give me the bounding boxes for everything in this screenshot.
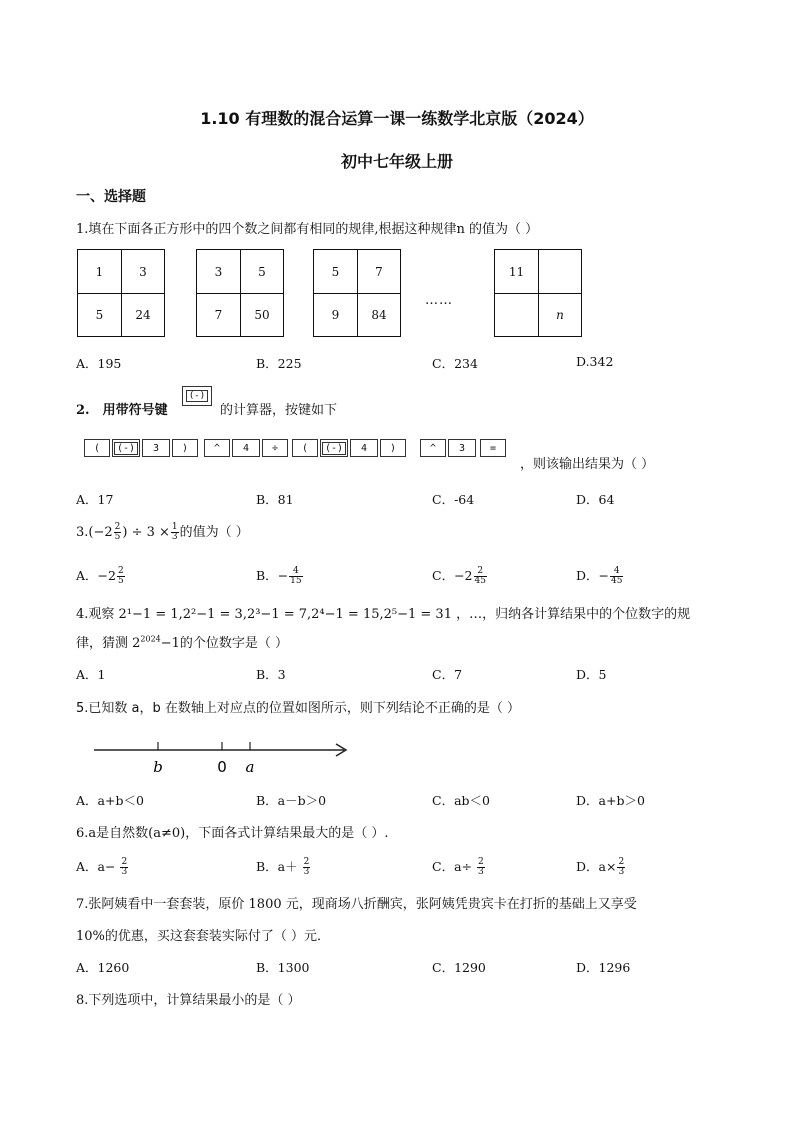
key-button	[320, 439, 348, 457]
denominator: 3	[477, 867, 484, 877]
fraction	[477, 858, 485, 877]
option-value: −2	[97, 568, 116, 583]
option-c: C．234	[432, 356, 478, 371]
key-button	[172, 439, 198, 457]
label-zero: 0	[217, 758, 227, 776]
grid-cell	[538, 250, 582, 294]
denominator: 5	[117, 576, 124, 586]
grid-cell: 5	[78, 293, 122, 337]
key-sequence	[84, 439, 514, 459]
number-grid-3	[313, 249, 401, 337]
numerator: 2	[474, 567, 487, 577]
key-label: ^	[429, 442, 437, 454]
grid-cell: 84	[371, 308, 387, 322]
grid-cell: 3	[197, 250, 241, 294]
key-label: 3	[152, 442, 160, 454]
denominator: 3	[171, 532, 178, 542]
key-button	[232, 439, 260, 457]
key-label: (	[93, 442, 101, 454]
key-button	[480, 439, 506, 457]
numerator: 2	[121, 857, 128, 867]
option-a	[76, 566, 126, 586]
number-line	[90, 736, 352, 776]
number-grid-2	[196, 249, 284, 337]
option-c	[432, 857, 486, 877]
denominator: 3	[618, 867, 625, 877]
option-b: B．81	[256, 492, 294, 507]
question-2-tail: ，则该输出结果为（ ）	[520, 457, 655, 472]
fraction	[610, 567, 623, 586]
denominator: 45	[474, 576, 486, 586]
question-number: 3.	[76, 525, 89, 540]
key-label: =	[489, 442, 497, 454]
grid-cell: 3	[121, 250, 165, 294]
numerator: 4	[610, 567, 623, 577]
key-label: 4	[360, 442, 368, 454]
option-b: B．225	[256, 356, 302, 371]
fraction	[120, 858, 128, 877]
option-label: D．	[576, 568, 599, 583]
numerator: 4	[289, 567, 302, 577]
question-2-text-b: 的计算器，按键如下	[220, 403, 338, 418]
label-a: a	[245, 758, 255, 776]
numerator: 2	[117, 566, 124, 576]
grid-cell: 7	[197, 293, 241, 337]
key-label: )	[181, 442, 189, 454]
option-label: C．a÷	[432, 859, 472, 874]
question-1-text: 1.填在下面各正方形中的四个数之间都有相同的规律,根据这种规律n 的值为（ ）	[76, 222, 539, 237]
denominator: 3	[303, 867, 310, 877]
question-4-line-1: 4.观察 2¹−1 = 1,2²−1 = 3,2³−1 = 7,2⁴−1 = 15,2⁵−1 = 31 ，…，归纳各计算结果中的个位数字的规	[76, 607, 691, 622]
question-7-line-1: 7.张阿姨看中一套套装，原价 1800 元，现商场八折酬宾，张阿姨凭贵宾卡在打折的基础上又享受	[76, 897, 637, 912]
option-b: B．3	[256, 667, 286, 682]
denominator: 45	[611, 576, 623, 586]
option-c	[432, 566, 488, 586]
numerator: 2	[114, 522, 121, 532]
option-label: A．a−	[76, 859, 116, 874]
text-part: 律，猜测 2	[76, 636, 141, 651]
key-label: )	[389, 442, 397, 454]
sign-key	[182, 386, 212, 406]
option-value: −	[277, 568, 289, 583]
number-grid-1	[77, 249, 165, 337]
question-7-line-2: 10%的优惠，买这套套装实际付了（ ）元．	[76, 929, 331, 944]
question-4-line-2	[76, 632, 288, 651]
key-label: 3	[458, 442, 466, 454]
option-d	[576, 857, 626, 877]
fraction	[289, 567, 302, 586]
option-label: D．a×	[576, 859, 617, 874]
option-a: A．17	[76, 492, 114, 507]
option-value: −	[598, 568, 610, 583]
option-label: C．	[432, 568, 455, 583]
section-heading: 一、选择题	[76, 189, 146, 205]
key-label: ÷	[271, 442, 279, 454]
grid-cell: 24	[135, 308, 151, 322]
grid-cell: 1	[78, 250, 122, 294]
option-a: A．1	[76, 667, 106, 682]
option-b	[256, 857, 311, 877]
option-a: A．a+b＜0	[76, 793, 144, 808]
fraction	[117, 567, 125, 586]
grid-ellipsis: ……	[425, 293, 453, 308]
option-d: D．5	[576, 667, 607, 682]
numerator: 2	[303, 857, 310, 867]
option-c: C．7	[432, 667, 463, 682]
key-label: ^	[213, 442, 221, 454]
grid-cell: 5	[314, 250, 358, 294]
key-button	[380, 439, 406, 457]
key-label: (-)	[322, 442, 346, 455]
grid-cell: n	[556, 308, 564, 322]
option-label: B．a＋	[256, 859, 298, 874]
fraction	[617, 858, 625, 877]
option-d: D．a+b＞0	[576, 793, 645, 808]
option-c: C．-64	[432, 492, 475, 507]
fraction	[303, 858, 311, 877]
grid-cell: 5	[240, 250, 284, 294]
key-button	[262, 439, 288, 457]
option-label: B．	[256, 568, 278, 583]
exponent: 2024	[140, 634, 161, 644]
question-5-text: 5.已知数 a，b 在数轴上对应点的位置如图所示，则下列结论不正确的是（ ）	[76, 701, 521, 716]
option-a	[76, 857, 129, 877]
sign-key-label: (-)	[186, 390, 208, 402]
grid-cell: 7	[357, 250, 401, 294]
page-title: 1.10 有理数的混合运算一课一练数学北京版（2024）	[200, 109, 594, 128]
fraction	[474, 567, 487, 586]
numerator: 2	[477, 857, 484, 867]
option-value: −2	[454, 568, 473, 583]
question-8-text: 8.下列选项中，计算结果最小的是（ ）	[76, 993, 301, 1008]
expression-part: ) ÷ 3 ×	[122, 525, 170, 540]
grid-cell: 50	[254, 308, 270, 322]
key-label: (-)	[114, 442, 138, 455]
key-button	[112, 439, 140, 457]
key-label: 4	[242, 442, 250, 454]
fraction	[171, 523, 179, 542]
key-button	[142, 439, 170, 457]
question-3-text	[76, 521, 249, 542]
label-b: b	[153, 758, 163, 776]
grid-cell	[495, 293, 539, 337]
denominator: 5	[114, 532, 121, 542]
option-d: D．1296	[576, 960, 631, 975]
question-2-text-a: 2. 用带符号键	[76, 403, 168, 418]
option-b: B．a－b＞0	[256, 793, 327, 808]
key-button	[84, 439, 110, 457]
grid-cell: 11	[495, 250, 539, 294]
option-c: C．1290	[432, 960, 486, 975]
key-button	[448, 439, 476, 457]
option-b	[256, 566, 304, 586]
option-d: D.342	[576, 354, 614, 369]
denominator: 15	[290, 576, 302, 586]
expression-part: (−2	[88, 525, 113, 540]
option-a: A．195	[76, 356, 122, 371]
key-label: (	[301, 442, 309, 454]
denominator: 3	[121, 867, 128, 877]
grid-cell: 9	[314, 293, 358, 337]
text-part: −1的个位数字是（ ）	[160, 636, 289, 651]
option-a: A．1260	[76, 960, 130, 975]
page-subtitle: 初中七年级上册	[340, 152, 453, 171]
option-b: B．1300	[256, 960, 310, 975]
option-label: A．	[76, 568, 98, 583]
option-d: D．64	[576, 492, 615, 507]
key-button	[420, 439, 446, 457]
numerator: 1	[171, 522, 178, 532]
question-suffix: 的值为（ ）	[179, 525, 249, 540]
option-d	[576, 566, 624, 586]
key-button	[292, 439, 318, 457]
fraction	[114, 523, 122, 542]
numerator: 2	[618, 857, 625, 867]
key-button	[350, 439, 378, 457]
number-grid-4	[494, 249, 582, 337]
key-button	[204, 439, 230, 457]
question-6-text: 6.a是自然数(a≠0)，下面各式计算结果最大的是（ ）.	[76, 826, 389, 841]
option-c: C．ab＜0	[432, 793, 490, 808]
